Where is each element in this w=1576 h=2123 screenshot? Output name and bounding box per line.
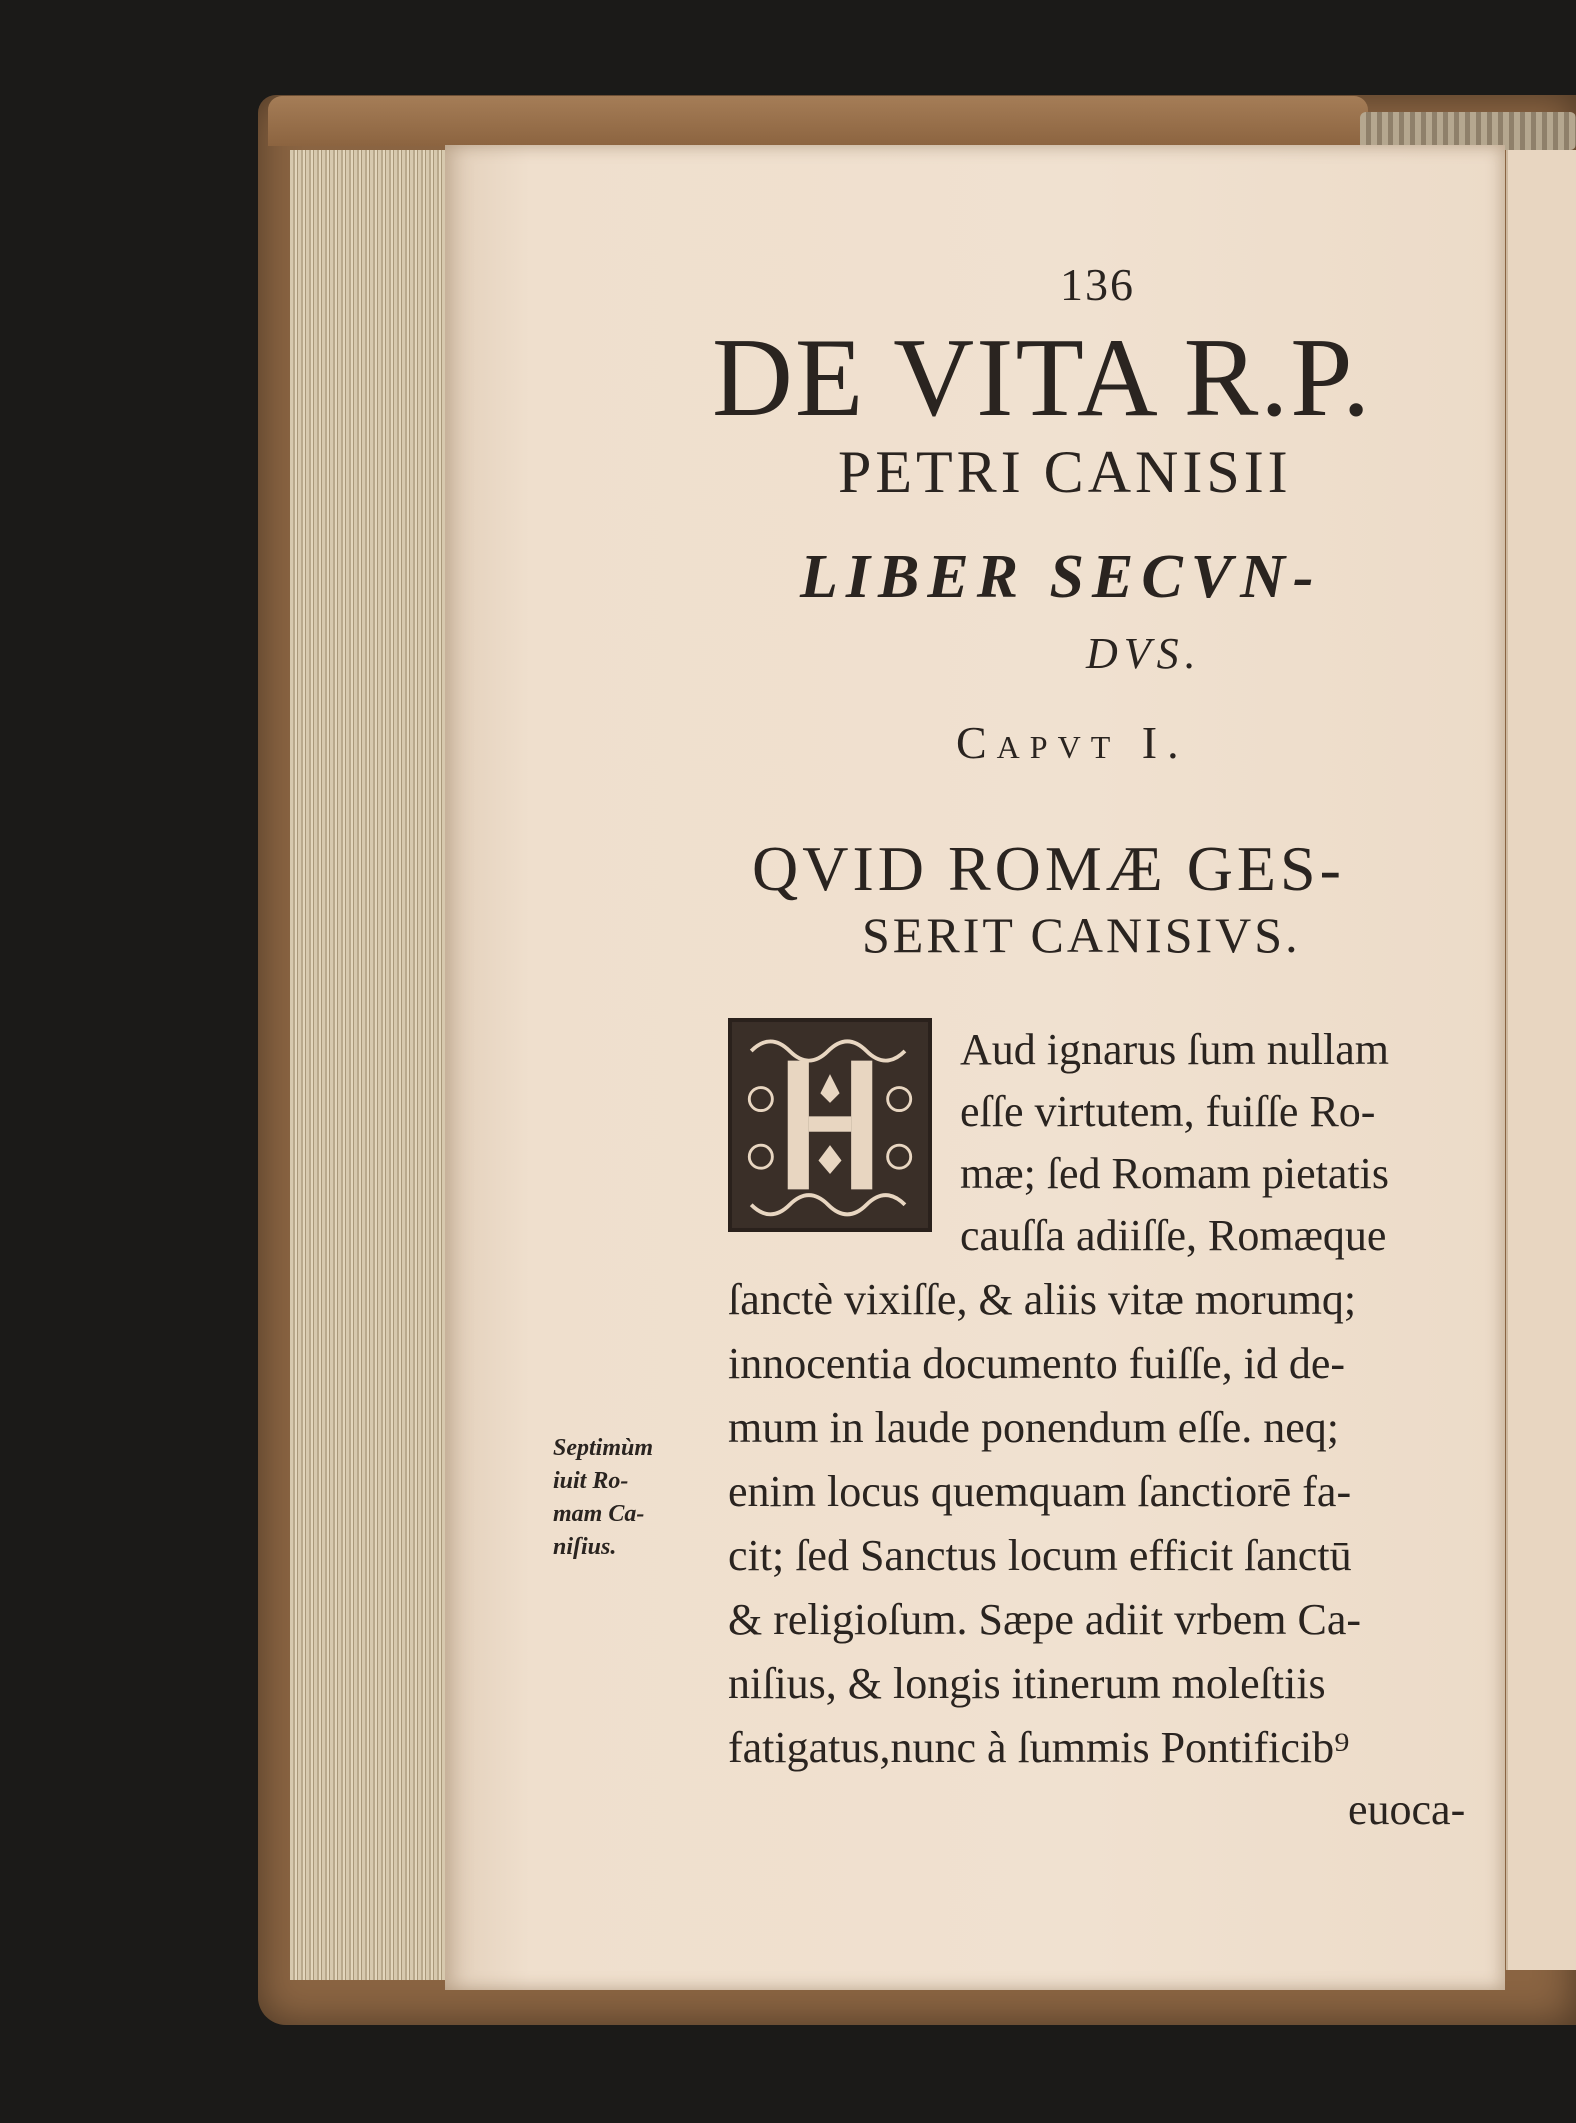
body-line-11: niſius, & longis itinerum moleſtiis <box>728 1659 1326 1708</box>
margin-note-line-4: niſius. <box>553 1534 617 1560</box>
chapter-heading: Capvt I. <box>956 717 1189 768</box>
body-line-8: enim locus quemquam ſanctiorē fa- <box>728 1467 1352 1516</box>
body-line-3: mæ; ſed Romam pietatis <box>960 1149 1389 1198</box>
body-line-10: & religioſum. Sæpe adiit vrbem Ca- <box>728 1595 1362 1644</box>
section-heading-line-2: SERIT CANISIVS. <box>862 907 1301 963</box>
body-line-4: cauſſa adiiſſe, Romæque <box>960 1211 1387 1260</box>
body-line-9: cit; ſed Sanctus locum efficit ſanctū <box>728 1531 1352 1580</box>
cover-top-edge <box>268 96 1368 146</box>
body-line-6: innocentia documento fuiſſe, id de- <box>728 1339 1346 1388</box>
title-line-4: DVS. <box>1086 629 1202 678</box>
margin-note-line-2: iuit Ro- <box>553 1468 629 1494</box>
svg-text:H: H <box>830 1219 831 1221</box>
body-line-2: eſſe virtutem, fuiſſe Ro- <box>960 1087 1376 1136</box>
margin-note-line-1: Septimùm <box>553 1435 654 1461</box>
title-line-2: PETRI CANISII <box>838 439 1292 505</box>
margin-note-line-3: mam Ca- <box>553 1501 645 1527</box>
title-line-1: DE VITA R.P. <box>712 316 1373 440</box>
ornament-icon <box>732 1022 928 1228</box>
title-line-3: LIBER SECVN- <box>800 543 1322 611</box>
body-line-7: mum in laude ponendum eſſe. neq; <box>728 1403 1339 1452</box>
body-line-1: Aud ignarus ſum nullam <box>960 1025 1389 1074</box>
next-page-edge <box>1506 150 1576 1970</box>
body-line-12: fatigatus,nunc à ſummis Pontificib⁹ <box>728 1723 1350 1772</box>
page-edges <box>290 150 458 1980</box>
decorated-initial-h-icon <box>728 1018 932 1232</box>
catchword: euoca- <box>1348 1785 1466 1834</box>
margin-note <box>553 1432 693 1564</box>
section-heading-line-1: QVID ROMÆ GES- <box>752 833 1345 904</box>
page-number: 136 <box>1060 259 1135 310</box>
body-line-5: ſanctè vixiſſe, & aliis vitæ morumq; <box>728 1275 1357 1324</box>
